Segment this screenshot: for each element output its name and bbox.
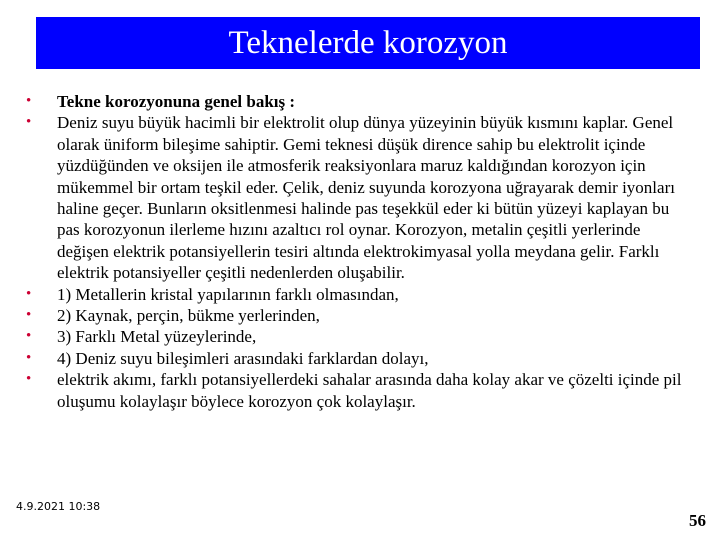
bullet-icon: • [26,307,32,324]
list-item [26,305,696,326]
bullet-icon: • [26,93,32,109]
bullet-list [26,91,696,412]
bullet-icon: • [26,328,32,345]
list-item [26,112,696,283]
list-item-text: 2) Kaynak, perçin, bükme yerlerinden, [57,306,320,326]
list-item [26,348,696,369]
bullet-icon: • [26,285,32,302]
list-item [26,284,696,305]
list-item-text: Tekne korozyonuna genel bakış : [57,92,296,111]
slide-title: Teknelerde korozyon [36,17,700,69]
list-item [26,91,696,112]
list-item [26,326,696,347]
list-item-text: Deniz suyu büyük hacimli bir elektrolit olup dünya yüzeyinin büyük kısmını kaplar. Genel olarak üniform bileşime sahiptir. Gemi teknesi düşük dirence sahip bu elektrolit içinde yüzdüğünden ve oksijen ile atmosferik reaksiyonlara maruz kaldığından korozyon için mükemmel bir ortam teşkil eder. Çelik, deniz suyunda korozyona uğrayarak demir iyonları haline geçer. Bunların oksitlenmesi halinde pas teşekkül eder ki bütün yüzeyi kaplayan bu pas korozyonun ilerleme hızını azaltıcı rol oynar. Korozyon, metalin çeşitli yerlerinde değişen elektrik potansiyellerin tesiri altında elektrokimyasal yolla meydana gelir. Farklı elektrik potansiyeller çeşitli nedenlerden oluşabilir. [57,113,675,283]
bullet-icon: • [26,114,32,131]
bullet-icon: • [26,371,32,388]
slide-date: 4.9.2021 10:38 [16,500,101,513]
list-item [26,369,696,412]
list-item-text: 3) Farklı Metal yüzeylerinde, [57,327,257,347]
list-item-text: 4) Deniz suyu bileşimleri arasındaki farklardan dolayı, [57,348,429,368]
list-item-text: elektrik akımı, farklı potansiyellerdeki sahalar arasında daha kolay akar ve çözelti içinde pil oluşumu kolaylaşır böylece korozyon çok kolaylaşır. [57,370,682,411]
page-number: 56 [689,511,706,530]
bullet-icon: • [26,349,32,366]
list-item-text: 1) Metallerin kristal yapılarının farklı olmasından, [57,284,399,304]
